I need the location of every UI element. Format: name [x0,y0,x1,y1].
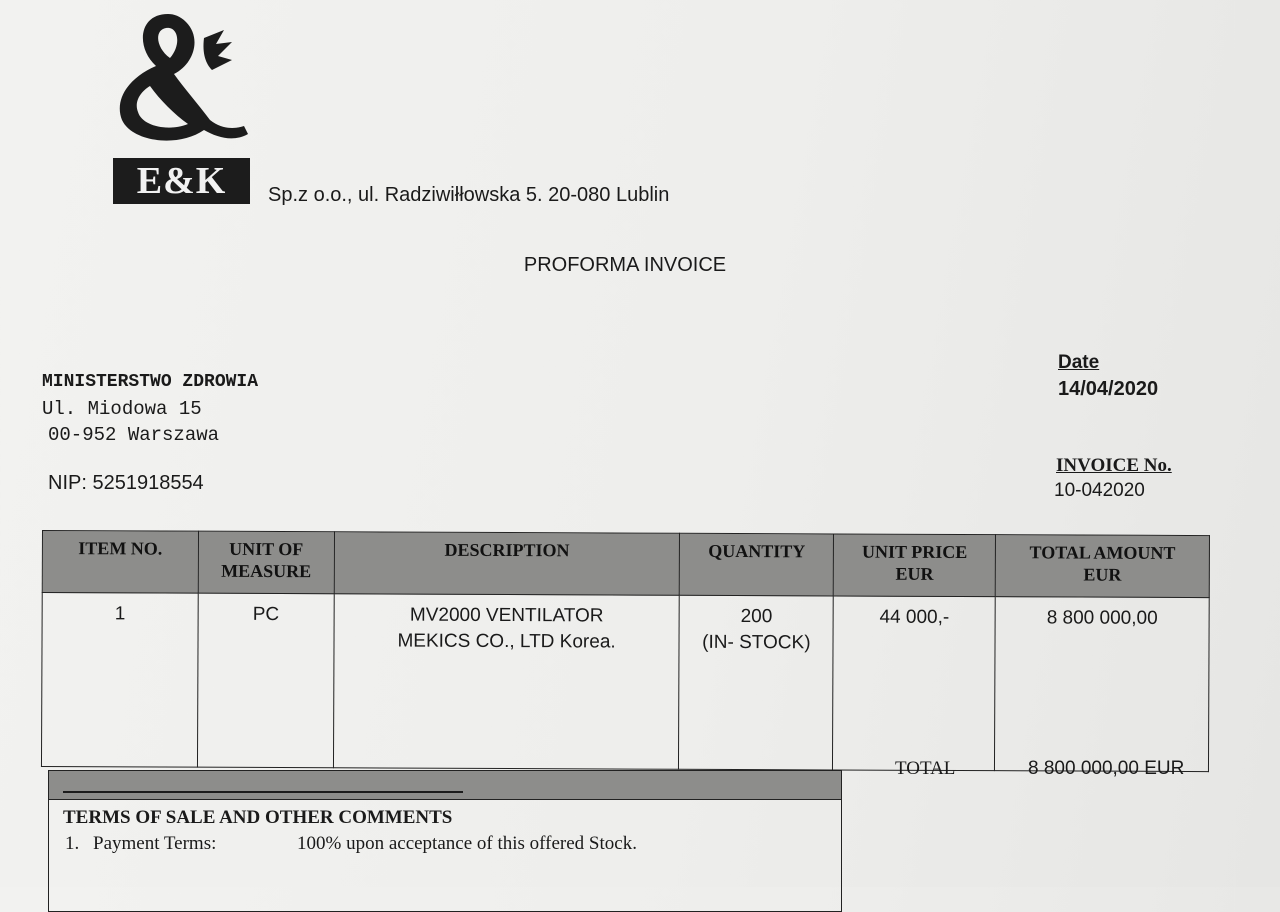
header-unit-price: UNIT PRICE EUR [834,534,996,597]
table-header-row [42,531,1209,598]
total-value: 8 800 000,00 EUR [1028,758,1185,779]
cell-item-no: 1 [41,593,198,768]
cell-description: MV2000 VENTILATOR MEKICS CO., LTD Korea. [333,594,679,770]
terms-item-number: 1. [65,833,80,854]
buyer-name: MINISTERSTWO ZDROWIA [42,372,259,392]
company-address: Sp.z o.o., ul. Radziwiłłowska 5. 20-080 Lublin [268,184,670,206]
terms-section [48,770,842,912]
terms-heading: TERMS OF SALE AND OTHER COMMENTS [63,807,453,828]
invoice-number-label: INVOICE No. [1056,455,1172,476]
company-logo-mark [108,8,258,148]
table-row [41,593,1209,772]
buyer-city: 00-952 Warszawa [48,424,220,446]
date-label: Date [1058,352,1100,373]
company-logo-box: E&K [113,158,250,204]
cell-quantity: 200 (IN- STOCK) [679,595,834,770]
header-item-no: ITEM NO. [42,531,198,594]
items-table [41,530,1210,772]
cell-unit: PC [197,593,334,768]
header-quantity: QUANTITY [680,533,834,596]
header-description: DESCRIPTION [334,532,680,596]
total-label: TOTAL [895,758,956,779]
header-total-amount: TOTAL AMOUNT EUR [995,535,1209,598]
header-unit-of-measure: UNIT OF MEASURE [198,531,334,594]
document-title: PROFORMA INVOICE [523,254,727,276]
cell-unit-price: 44 000,- [833,596,996,771]
terms-header-rule [63,791,463,793]
invoice-number-value: 10-042020 [1054,480,1145,501]
terms-item [65,833,637,855]
cell-total-amount: 8 800 000,00 [995,597,1210,772]
date-value: 14/04/2020 [1058,378,1159,400]
terms-item-value: 100% upon acceptance of this offered Stock. [297,833,637,854]
buyer-street: Ul. Miodowa 15 [42,398,202,420]
terms-item-label: Payment Terms: [93,833,217,854]
buyer-nip: NIP: 5251918554 [48,472,204,494]
terms-header-bar [49,771,841,800]
